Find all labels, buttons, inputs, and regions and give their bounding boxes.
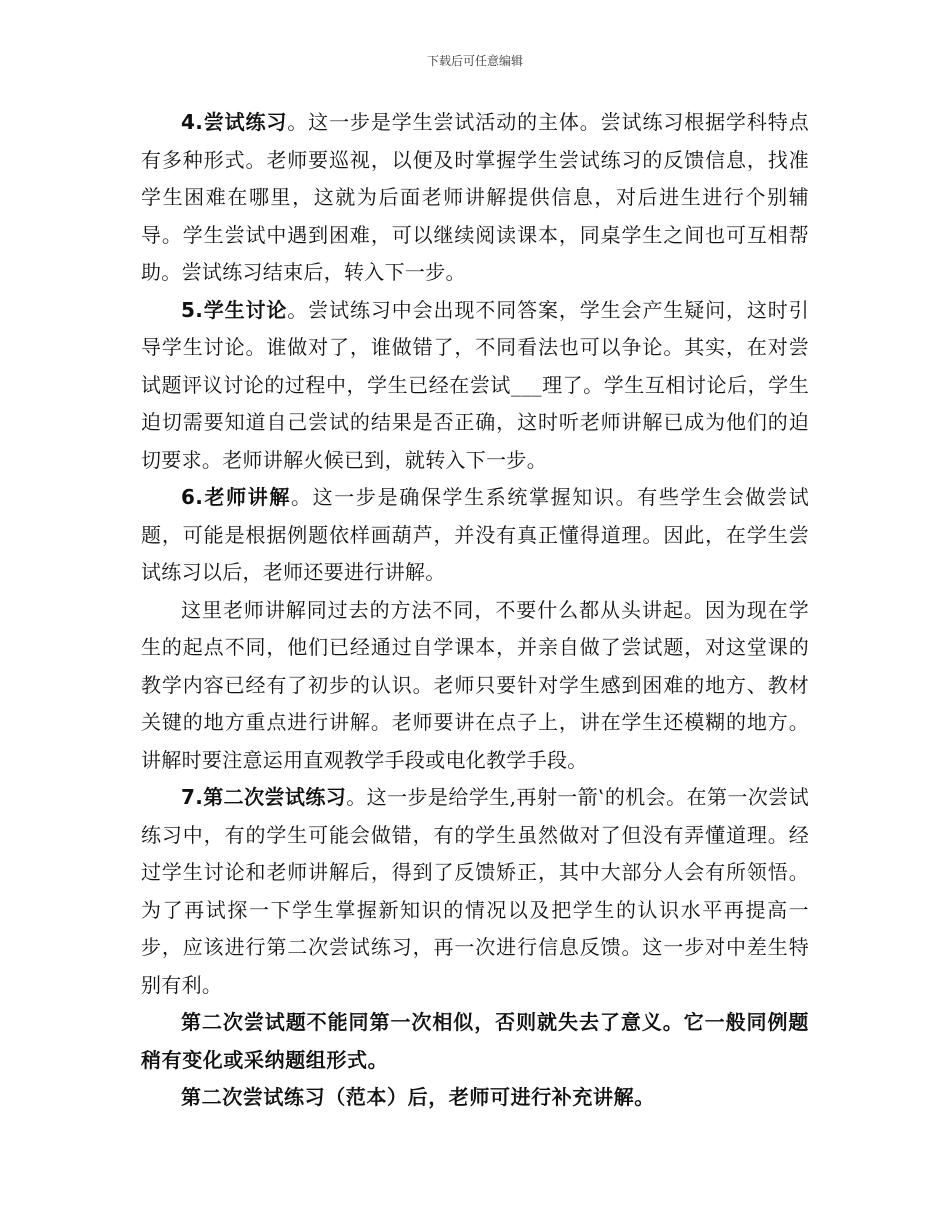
paragraph-step-4 — [141, 104, 809, 292]
page-header: 下载后可任意编辑 — [426, 54, 523, 68]
step-heading: 4.尝试练习 — [181, 110, 288, 134]
paragraph-step-7 — [141, 779, 809, 1004]
step-heading: 6.老师讲解 — [181, 485, 292, 509]
paragraph-text: 。这一步是学生尝试活动的主体。尝试练习根据学科特点有多种形式。老师要巡视，以便及时掌握学生尝试练习的反馈信息，找准学生困难在哪里，这就为后面老师讲解提供信息，对后进生进行个别辅导。学生尝试中遇到困难，可以继续阅读课本，同桌学生之间也可互相帮助。尝试练习结束后，转入下一步。 — [141, 110, 809, 284]
step-heading: 5.学生讨论 — [181, 297, 288, 322]
paragraph-step-6-explanation — [141, 592, 809, 780]
paragraph-step-5 — [141, 292, 809, 480]
paragraph-step-6 — [141, 479, 809, 592]
paragraph-text: 。这一步是给学生,再射一箭‛的机会。在第一次尝试练习中，有的学生可能会做错，有的学生虽然做对了但没有弄懂道理。经过学生讨论和老师讲解后，得到了反馈矫正，其中大部分人会有所领悟。为了再试探一下学生掌握新知识的情况以及把学生的认识水平再提高一步，应该进行第二次尝试练习，再一次进行信息反馈。这一步对中差生特别有利。 — [141, 785, 809, 997]
document-body — [141, 104, 809, 1117]
bold-paragraph-second-attempt: 第二次尝试题不能同第一次相似，否则就失去了意义。它一般同例题稍有变化或采纳题组形式。 — [141, 1010, 809, 1072]
paragraph-text: 。尝试练习中会出现不同答案，学生会产生疑问，这时引导学生讨论。谁做对了，谁做错了，不同看法也可以争论。其实，在对尝试题评议讨论的过程中，学生已经在尝试___理了。学生互相讨论后，学生迫切需要知道自己尝试的结果是否正确，这时听老师讲解已成为他们的迫切要求。老师讲解火候已到，就转入下一步。 — [141, 297, 809, 472]
paragraph-text: 这里老师讲解同过去的方法不同，不要什么都从头讲起。因为现在学生的起点不同，他们已经通过自学课本，并亲自做了尝试题，对这堂课的教学内容已经有了初步的认识。老师只要针对学生感到困难的地方、教材关键的地方重点进行讲解。老师要讲在点子上，讲在学生还模糊的地方。讲解时要注意运用直观教学手段或电化教学手段。 — [141, 597, 809, 772]
bold-paragraph-supplementary: 第二次尝试练习（范本）后，老师可进行补充讲解。 — [181, 1085, 655, 1109]
paragraph-text: 。这一步是确保学生系统掌握知识。有些学生会做尝试题，可能是根据例题依样画葫芦，并没有真正懂得道理。因此，在学生尝试练习以后，老师还要进行讲解。 — [141, 485, 809, 584]
step-heading: 7.第二次尝试练习 — [181, 785, 347, 809]
